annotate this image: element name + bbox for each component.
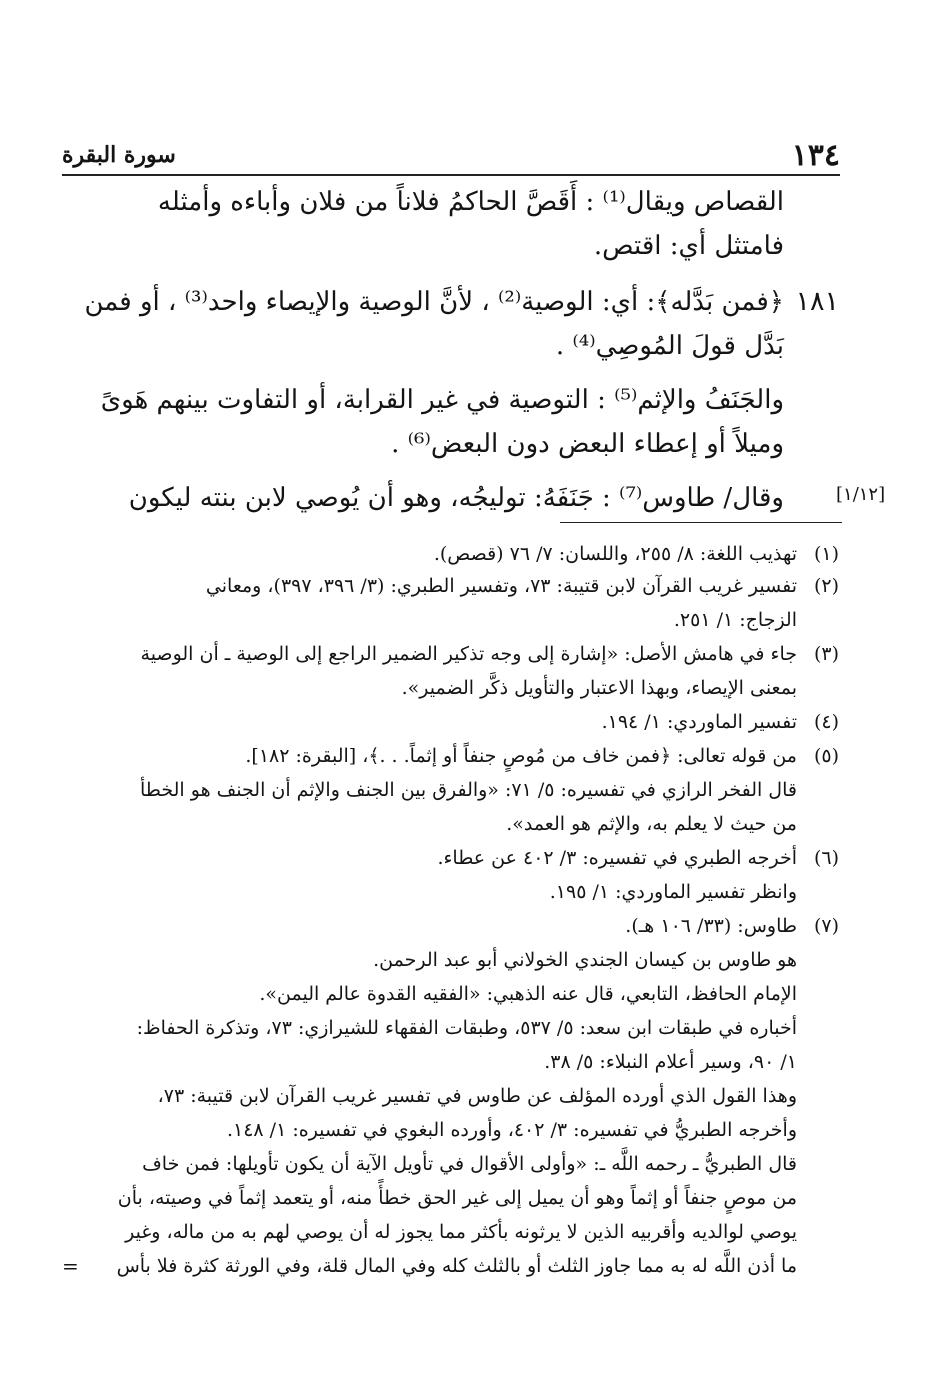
header-rule xyxy=(62,174,840,176)
footnote-line: قال الفخر الرازي في تفسيره: ٥/ ٧١: «والفرق بين الجنف والإثم أن الجنف هو الخطأ xyxy=(140,779,797,801)
footnote-line: وأخرجه الطبريُّ في تفسيره: ٣/ ٤٠٢، وأورده البغوي في تفسيره: ١/ ١٤٨. xyxy=(226,1119,797,1141)
footnote-line: يوصي لوالديه وأقربيه الذين لا يرثونه بأكثر مما يجوز له أن يوصي لهم به من ماله، وغير xyxy=(125,1221,797,1243)
footnote-line: تهذيب اللغة: ٨/ ٢٥٥، واللسان: ٧/ ٧٦ (قصص). xyxy=(433,543,797,565)
footnote-line: تفسير الماوردي: ١/ ١٩٤. xyxy=(601,711,797,733)
footnote-line: جاء في هامش الأصل: «إشارة إلى وجه تذكير الضمير الراجع إلى الوصية ـ أن الوصية xyxy=(140,643,797,665)
page-number: ١٣٤ xyxy=(791,138,840,173)
main-paragraph-2: ﴿فمن بَدَّله﴾: أي: الوصية⁽²⁾ ، لأنَّ الوصية والإيصاء واحد⁽³⁾ ، أو فمن بَدَّل قولَ المُوصِي⁽⁴⁾ . xyxy=(84,287,784,361)
surah-title: سورة البقرة xyxy=(62,142,176,168)
footnote-line: أخرجه الطبري في تفسيره: ٣/ ٤٠٢ عن عطاء. xyxy=(437,847,797,869)
footnote-line: بمعنى الإيصاء، وبهذا الاعتبار والتأويل ذكَّر الضمير». xyxy=(401,677,797,699)
footnote-line: من موصٍ جنفاً أو إثماً وهو أن يميل إلى غير الحق خطأً منه، أو يتعمد إثماً في وصيته، بأن xyxy=(117,1187,797,1209)
continuation-mark: = xyxy=(62,1254,79,1278)
footnote-line: الإمام الحافظ، التابعي، قال عنه الذهبي: «الفقيه القدوة عالم اليمن». xyxy=(259,983,797,1005)
main-paragraph-1: القصاص ويقال⁽¹⁾ : أَقَصَّ الحاكمُ فلاناً من فلان وأباءه وأمثله فامتثل أي: اقتص. xyxy=(157,187,784,261)
margin-reference: [١/١٢] xyxy=(836,484,886,505)
footnote-line: وانظر تفسير الماوردي: ١/ ١٩٥. xyxy=(549,881,797,903)
footnote-line: أخباره في طبقات ابن سعد: ٥/ ٥٣٧، وطبقات الفقهاء للشيرازي: ٧٣، وتذكرة الحفاظ: xyxy=(136,1017,797,1039)
main-paragraph-4: وقال/ طاوس⁽⁷⁾ : جَنَفَهُ: توليجُه، وهو أن يُوصي لابن بنته ليكون xyxy=(128,483,784,513)
footnote-line: ١/ ٩٠، وسير أعلام النبلاء: ٥/ ٣٨. xyxy=(544,1051,797,1073)
footnote-line: الزجاج: ١/ ٢٥١. xyxy=(673,609,797,631)
footnote-line: وهذا القول الذي أورده المؤلف عن طاوس في تفسير غريب القرآن لابن قتيبة: ٧٣، xyxy=(157,1085,797,1107)
footnote-line: هو طاوس بن كيسان الجندي الخولاني أبو عبد الرحمن. xyxy=(373,949,797,971)
footnote-line: تفسير غريب القرآن لابن قتيبة: ٧٣، وتفسير الطبري: (٣/ ٣٩٦، ٣٩٧)، ومعاني xyxy=(205,575,797,597)
verse-number: ١٨١ xyxy=(795,286,839,317)
footnote-separator xyxy=(560,522,842,523)
footnote-number: (٥) xyxy=(813,745,839,767)
page-header xyxy=(62,138,840,174)
footnote-number: (٧) xyxy=(813,915,839,937)
footnote-number: (٤) xyxy=(813,711,839,733)
footnote-number: (٦) xyxy=(813,847,839,869)
footnote-number: (٢) xyxy=(813,575,839,597)
main-paragraph-3: والجَنَفُ والإثم⁽⁵⁾ : التوصية في غير القرابة، أو التفاوت بينهم هَوىً وميلاً أو إعطاء البعض دون البعض⁽⁶⁾ . xyxy=(100,385,784,459)
footnote-line: طاوس: (٣٣/ ١٠٦ هـ). xyxy=(625,915,797,937)
footnote-line: من حيث لا يعلم به، والإثم هو العمد». xyxy=(506,813,797,835)
footnote-line: قال الطبريُّ ـ رحمه اللَّه ـ: «وأولى الأقوال في تأويل الآية أن يكون تأويلها: فمن خاف xyxy=(142,1153,797,1175)
footnote-line: من قوله تعالى: ﴿فمن خاف من مُوصٍ جنفاً أو إثماً. . .﴾، [البقرة: ١٨٢]. xyxy=(245,745,797,767)
footnote-number: (٣) xyxy=(813,643,839,665)
footnote-number: (١) xyxy=(813,543,839,565)
footnote-line: ما أذن اللَّه له به مما جاوز الثلث أو بالثلث كله وفي المال قلة، وفي الورثة كثرة فلا بأس xyxy=(116,1255,797,1277)
